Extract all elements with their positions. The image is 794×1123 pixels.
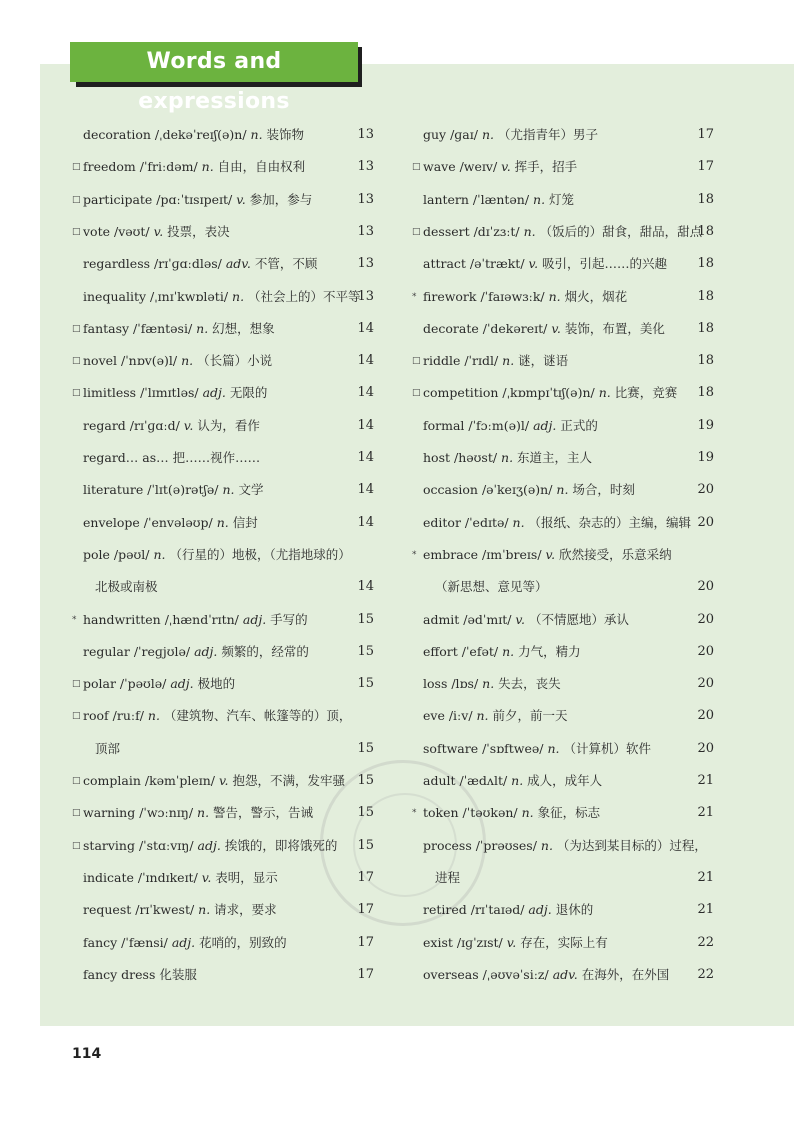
entry-page-ref: 15 [357, 676, 374, 692]
entry-page-ref: 18 [697, 288, 714, 304]
square-marker-icon: □ [72, 388, 81, 399]
square-marker-icon: □ [72, 776, 81, 786]
entry-part-of-speech: n. [536, 837, 553, 853]
entry-page-ref: 21 [697, 773, 714, 788]
entry-headword: dessert /dɪˈzɜːt/ [423, 223, 520, 239]
square-marker-icon: □ [72, 162, 81, 173]
entry-part-of-speech: adj. [238, 611, 267, 627]
entry-page-ref: 20 [697, 740, 714, 756]
entry-headword: decorate /ˈdekəreɪt/ [423, 320, 548, 336]
entry-part-of-speech: n. [544, 288, 561, 304]
vocabulary-entry [83, 838, 337, 854]
entry-headword: handwritten /ˌhændˈrɪtn/ [83, 611, 239, 627]
vocabulary-entry [83, 159, 305, 175]
entry-part-of-speech: n. [194, 902, 211, 918]
vocabulary-entry [423, 418, 598, 434]
vocabulary-entry [435, 579, 548, 595]
vocabulary-entry [83, 321, 275, 337]
entry-page-ref: 13 [357, 127, 374, 142]
entry-headword: starving /ˈstɑːvɪŋ/ [83, 837, 194, 853]
entry-headword: firework /ˈfaɪəwɜːk/ [423, 288, 545, 304]
entry-page-ref: 18 [697, 385, 714, 401]
entry-page-ref: 17 [697, 127, 714, 142]
entry-page-ref: 22 [697, 934, 714, 950]
entry-part-of-speech: adv. [221, 256, 251, 272]
entry-page-ref: 19 [697, 450, 714, 465]
entry-part-of-speech: n. [517, 805, 534, 821]
entry-gloss: 极地的 [193, 676, 236, 692]
vocabulary-entry [423, 741, 651, 757]
entry-headword: guy /ɡaɪ/ [423, 127, 478, 142]
square-marker-icon: □ [412, 356, 421, 367]
entry-headword: warning /ˈwɔːnɪŋ/ [83, 805, 194, 821]
entry-headword: 顶部 [95, 740, 121, 756]
entry-gloss: 花哨的，别致的 [195, 934, 287, 950]
entry-part-of-speech: v. [149, 223, 164, 239]
square-marker-icon: □ [412, 162, 421, 173]
entry-part-of-speech: v. [541, 546, 556, 562]
entry-gloss: 手写的 [266, 611, 308, 627]
entry-headword: effort /ˈefət/ [423, 643, 499, 659]
vocabulary-entry [83, 870, 278, 886]
entry-gloss: 把……视作…… [168, 450, 261, 465]
square-marker-icon: □ [72, 808, 81, 819]
entry-part-of-speech: n. [594, 385, 611, 401]
entry-headword: loss /lɒs/ [423, 676, 479, 692]
vocabulary-entry [83, 612, 308, 628]
square-marker-icon: □ [412, 388, 421, 399]
entry-part-of-speech: v. [547, 320, 561, 336]
vocabulary-entry [423, 612, 629, 628]
entry-page-ref: 14 [357, 579, 374, 595]
entry-part-of-speech: n. [529, 191, 546, 207]
entry-headword: complain /kəmˈpleɪn/ [83, 773, 215, 788]
entry-gloss: （为达到某目标的）过程， [552, 837, 707, 853]
vocabulary-entry [83, 515, 258, 531]
entry-headword: indicate /ˈɪndɪkeɪt/ [83, 869, 198, 885]
entry-headword: occasion /əˈkeɪʒ(ə)n/ [423, 482, 553, 498]
square-marker-icon: □ [412, 226, 421, 237]
entry-gloss: 东道主，主人 [513, 450, 593, 465]
entry-page-ref: 20 [697, 482, 714, 498]
entry-part-of-speech: adj. [190, 643, 218, 659]
entry-part-of-speech: n. [149, 546, 166, 562]
square-marker-icon: □ [72, 679, 81, 690]
entry-page-ref: 14 [357, 385, 374, 401]
entry-part-of-speech: n. [228, 288, 245, 304]
entry-gloss: 参加，参与 [245, 191, 313, 207]
entry-page-ref: 13 [357, 256, 374, 272]
entry-part-of-speech: n. [508, 514, 525, 530]
entry-page-ref: 22 [697, 966, 714, 982]
entry-headword: retired /rɪˈtaɪəd/ [423, 902, 525, 918]
entry-gloss: 存在，实际上有 [516, 934, 608, 950]
entry-part-of-speech: n. [498, 353, 515, 369]
entry-page-ref: 18 [697, 320, 714, 336]
page-number: 114 [72, 1046, 102, 1062]
entry-headword: fancy /ˈfænsi/ [83, 934, 168, 950]
entry-gloss: 装饰物 [262, 127, 305, 142]
entry-part-of-speech: v. [197, 869, 212, 885]
entry-gloss: 文学 [234, 482, 264, 498]
vocabulary-entry [423, 515, 691, 531]
entry-gloss: 退休的 [551, 902, 594, 918]
entry-page-ref: 15 [357, 837, 374, 853]
square-marker-icon: □ [72, 194, 81, 205]
entry-page-ref: 13 [357, 288, 374, 304]
entry-gloss: 灯笼 [545, 191, 575, 207]
vocabulary-entry [83, 644, 309, 660]
entry-gloss: 挥手，招手 [510, 159, 578, 175]
vocabulary-entry [83, 676, 235, 692]
entry-part-of-speech: v. [179, 417, 194, 433]
entry-headword: regard… as… [83, 450, 169, 465]
entry-headword: lantern /ˈlæntən/ [423, 191, 530, 207]
entry-gloss: （建筑物、汽车、帐篷等的）顶， [159, 708, 352, 724]
entry-page-ref: 20 [697, 514, 714, 530]
entry-headword: overseas /ˌəʊvəˈsiːz/ [423, 966, 549, 982]
entry-part-of-speech: v. [511, 611, 525, 627]
entry-headword: regular /ˈreɡjʊlə/ [83, 643, 191, 659]
vocabulary-entry [423, 644, 581, 660]
entry-headword: inequality /ˌɪnɪˈkwɒləti/ [83, 288, 229, 304]
entry-headword: regardless /rɪˈɡɑːdləs/ [83, 256, 222, 272]
vocabulary-entry [83, 385, 267, 401]
vocabulary-entry [95, 741, 120, 757]
entry-part-of-speech: n. [197, 159, 214, 175]
entry-gloss: 不管，不顾 [250, 256, 318, 272]
entry-page-ref: 18 [697, 256, 714, 272]
entry-page-ref: 20 [697, 611, 714, 627]
entry-gloss: （行星的）地极，（尤指地球的） [165, 546, 351, 562]
vocabulary-entry [423, 159, 577, 175]
entry-page-ref: 18 [697, 353, 714, 369]
entry-headword: envelope /ˈenvələʊp/ [83, 514, 213, 530]
entry-gloss: 投票，表决 [163, 223, 230, 239]
entry-gloss: 化装服 [155, 966, 197, 982]
entry-part-of-speech: adj. [198, 385, 226, 401]
entry-part-of-speech: n. [193, 805, 210, 821]
entry-part-of-speech: n. [177, 353, 194, 369]
entry-headword: novel /ˈnɒv(ə)l/ [83, 353, 178, 369]
section-title: Words and expressions [70, 42, 358, 82]
entry-headword: editor /ˈedɪtə/ [423, 514, 509, 530]
vocabulary-entry [423, 676, 561, 692]
star-marker-icon: * [72, 614, 77, 625]
entry-page-ref: 15 [357, 805, 374, 821]
vocabulary-entry [423, 547, 672, 563]
entry-headword: regard /rɪˈɡɑːd/ [83, 417, 180, 433]
entry-headword: admit /ədˈmɪt/ [423, 611, 512, 627]
entry-page-ref: 14 [357, 450, 374, 465]
vocabulary-entry [423, 805, 600, 821]
entry-headword: literature /ˈlɪt(ə)rətʃə/ [83, 482, 219, 498]
entry-part-of-speech: n. [498, 643, 515, 659]
vocabulary-entry [423, 321, 665, 337]
entry-gloss: 失去，丧失 [494, 676, 561, 692]
entry-headword: exist /ɪɡˈzɪst/ [423, 934, 503, 950]
vocabulary-entry [83, 192, 312, 208]
vocabulary-entry [423, 224, 702, 240]
vocabulary-entry [83, 256, 317, 272]
vocabulary-entry [83, 902, 277, 918]
entry-gloss: 频繁的，经常的 [217, 643, 309, 659]
entry-gloss: 装饰，布置，美化 [560, 320, 665, 336]
entry-gloss: 无限的 [225, 385, 268, 401]
entry-gloss: （社会上的）不平等 [244, 288, 361, 304]
entry-headword: host /həʊst/ [423, 450, 498, 465]
entry-page-ref: 19 [697, 417, 714, 433]
entry-page-ref: 15 [357, 643, 374, 659]
entry-page-ref: 17 [357, 902, 374, 918]
entry-page-ref: 21 [697, 805, 714, 821]
entry-gloss: 前夕，前一天 [488, 708, 568, 724]
star-marker-icon: * [412, 291, 417, 302]
entry-gloss: 表明，显示 [211, 869, 278, 885]
vocabulary-entry [95, 579, 158, 595]
entry-page-ref: 20 [697, 643, 714, 659]
entry-headword: 进程 [435, 869, 461, 885]
entry-headword: competition /ˌkɒmpɪˈtɪʃ(ə)n/ [423, 385, 595, 401]
entry-headword: token /ˈtəʊkən/ [423, 805, 518, 821]
entry-page-ref: 13 [357, 223, 374, 239]
entry-page-ref: 17 [357, 966, 374, 982]
entry-headword: fancy dress [83, 966, 156, 982]
entry-headword: fantasy /ˈfæntəsi/ [83, 320, 193, 336]
vocabulary-entry [435, 870, 460, 886]
entry-gloss: 比赛，竞赛 [610, 385, 678, 401]
vocabulary-entry [423, 450, 592, 466]
square-marker-icon: □ [72, 840, 81, 851]
vocabulary-entry [423, 482, 635, 498]
entry-part-of-speech: v. [232, 191, 246, 207]
entry-headword: decoration /ˌdekəˈreɪʃ(ə)n/ [83, 127, 247, 142]
entry-headword: vote /vəʊt/ [83, 223, 150, 239]
entry-page-ref: 21 [697, 869, 714, 885]
entry-part-of-speech: v. [497, 159, 511, 175]
entry-gloss: 谜，谜语 [514, 353, 569, 369]
star-marker-icon: * [412, 549, 417, 560]
entry-gloss: 在海外，在外国 [577, 966, 670, 982]
entry-part-of-speech: n. [246, 127, 263, 142]
entry-gloss: 成人，成年人 [523, 773, 603, 788]
entry-headword: polar /ˈpəʊlə/ [83, 676, 167, 692]
entry-part-of-speech: adj. [166, 676, 194, 692]
vocabulary-entry [83, 547, 351, 563]
entry-page-ref: 13 [357, 191, 374, 207]
entry-gloss: 警告，警示，告诫 [209, 805, 314, 821]
vocabulary-entry [83, 289, 361, 305]
star-marker-icon: * [412, 808, 417, 819]
vocabulary-entry [83, 450, 260, 466]
entry-gloss: 抱怨，不满，发牢骚 [228, 773, 345, 788]
entry-page-ref: 18 [697, 223, 714, 239]
entry-page-ref: 15 [357, 773, 374, 788]
entry-gloss: 幻想，想象 [208, 320, 275, 336]
entry-gloss: 烟火，烟花 [560, 288, 628, 304]
entry-part-of-speech: n. [552, 482, 569, 498]
vocabulary-entry [83, 224, 230, 240]
entry-part-of-speech: n. [192, 320, 209, 336]
entry-gloss: （长篇）小说 [193, 353, 273, 369]
entry-headword: adult /ˈædʌlt/ [423, 773, 508, 788]
vocabulary-entry [83, 482, 263, 498]
entry-part-of-speech: n. [507, 773, 524, 788]
entry-page-ref: 17 [697, 159, 714, 175]
vocabulary-entry [83, 127, 304, 143]
entry-page-ref: 14 [357, 514, 374, 530]
entry-headword: riddle /ˈrɪdl/ [423, 353, 499, 369]
vocabulary-entry [423, 935, 608, 951]
entry-page-ref: 17 [357, 934, 374, 950]
entry-headword: request /rɪˈkwest/ [83, 902, 195, 918]
entry-headword: process /ˈprəʊses/ [423, 837, 537, 853]
entry-part-of-speech: n. [519, 223, 536, 239]
entry-page-ref: 17 [357, 869, 374, 885]
vocabulary-entry [423, 289, 627, 305]
entry-page-ref: 20 [697, 708, 714, 724]
vocabulary-entry [83, 773, 345, 789]
entry-gloss: （不情愿地）承认 [524, 611, 629, 627]
square-marker-icon: □ [72, 356, 81, 367]
vocabulary-entry [83, 353, 272, 369]
entry-gloss: 认为，看作 [193, 417, 260, 433]
vocabulary-entry [423, 385, 677, 401]
entry-page-ref: 21 [697, 902, 714, 918]
entry-headword: 北极或南极 [95, 579, 158, 595]
vocabulary-entry [423, 838, 707, 854]
entry-part-of-speech: adj. [524, 902, 552, 918]
entry-part-of-speech: n. [477, 127, 494, 142]
vocabulary-entry [423, 256, 667, 272]
entry-gloss: 吸引，引起……的兴趣 [538, 256, 668, 272]
entry-part-of-speech: n. [212, 514, 229, 530]
vocabulary-entry [83, 418, 260, 434]
entry-part-of-speech: v. [502, 934, 517, 950]
vocabulary-entry [423, 127, 598, 143]
entry-headword: （新思想、意见等） [435, 579, 548, 595]
entry-headword: eve /iːv/ [423, 708, 473, 724]
entry-gloss: 力气，精力 [514, 643, 581, 659]
entry-gloss: 请求，要求 [210, 902, 277, 918]
entry-part-of-speech: adj. [193, 837, 221, 853]
vocabulary-entry [423, 902, 593, 918]
entry-page-ref: 15 [357, 740, 374, 756]
entry-headword: software /ˈsɒftweə/ [423, 740, 544, 756]
vocabulary-entry [83, 967, 197, 983]
entry-headword: formal /ˈfɔːm(ə)l/ [423, 417, 530, 433]
entry-gloss: 信封 [228, 514, 258, 530]
entry-gloss: （饭后的）甜食，甜品，甜点 [535, 223, 703, 239]
entry-part-of-speech: adj. [167, 934, 196, 950]
square-marker-icon: □ [72, 226, 81, 237]
vocabulary-entry [423, 773, 602, 789]
entry-headword: attract /əˈtrækt/ [423, 256, 525, 272]
square-marker-icon: □ [72, 323, 81, 334]
entry-gloss: 欣然接受，乐意采纳 [555, 546, 672, 562]
entry-part-of-speech: v. [214, 773, 229, 788]
entry-gloss: （计算机）软件 [559, 740, 651, 756]
entry-part-of-speech: n. [543, 740, 560, 756]
entry-part-of-speech: v. [524, 256, 539, 272]
entry-part-of-speech: n. [143, 708, 160, 724]
entry-gloss: 挨饿的，即将饿死的 [220, 837, 338, 853]
entry-part-of-speech: n. [218, 482, 235, 498]
entry-headword: roof /ruːf/ [83, 708, 144, 724]
vocabulary-entry [423, 967, 669, 983]
entry-page-ref: 13 [357, 159, 374, 175]
entry-page-ref: 14 [357, 482, 374, 498]
vocabulary-entry [83, 935, 287, 951]
entry-headword: pole /pəʊl/ [83, 546, 150, 562]
entry-part-of-speech: n. [478, 676, 495, 692]
vocabulary-entry [423, 192, 574, 208]
square-marker-icon: □ [72, 711, 81, 722]
entry-gloss: 正式的 [556, 417, 598, 433]
entry-page-ref: 18 [697, 191, 714, 207]
vocabulary-entry [83, 805, 313, 821]
vocabulary-entry [423, 708, 568, 724]
entry-page-ref: 14 [357, 320, 374, 336]
entry-part-of-speech: n. [472, 708, 489, 724]
entry-gloss: 场合，时刻 [568, 482, 635, 498]
entry-part-of-speech: adj. [529, 417, 557, 433]
entry-gloss: 象征，标志 [533, 805, 601, 821]
entry-page-ref: 20 [697, 676, 714, 692]
entry-part-of-speech: adv. [548, 966, 578, 982]
entry-page-ref: 15 [357, 611, 374, 627]
entry-headword: embrace /ɪmˈbreɪs/ [423, 546, 542, 562]
entry-gloss: （尤指青年）男子 [493, 127, 598, 142]
entry-headword: participate /pɑːˈtɪsɪpeɪt/ [83, 191, 233, 207]
entry-gloss: 自由，自由权利 [213, 159, 306, 175]
entry-page-ref: 20 [697, 579, 714, 595]
entry-page-ref: 14 [357, 353, 374, 369]
vocabulary-entry [83, 708, 351, 724]
entry-headword: wave /weɪv/ [423, 159, 498, 175]
entry-headword: freedom /ˈfriːdəm/ [83, 159, 198, 175]
entry-part-of-speech: n. [497, 450, 514, 465]
vocabulary-entry [423, 353, 568, 369]
entry-gloss: （报纸、杂志的）主编，编辑 [524, 514, 692, 530]
entry-headword: limitless /ˈlɪmɪtləs/ [83, 385, 199, 401]
entry-page-ref: 14 [357, 417, 374, 433]
